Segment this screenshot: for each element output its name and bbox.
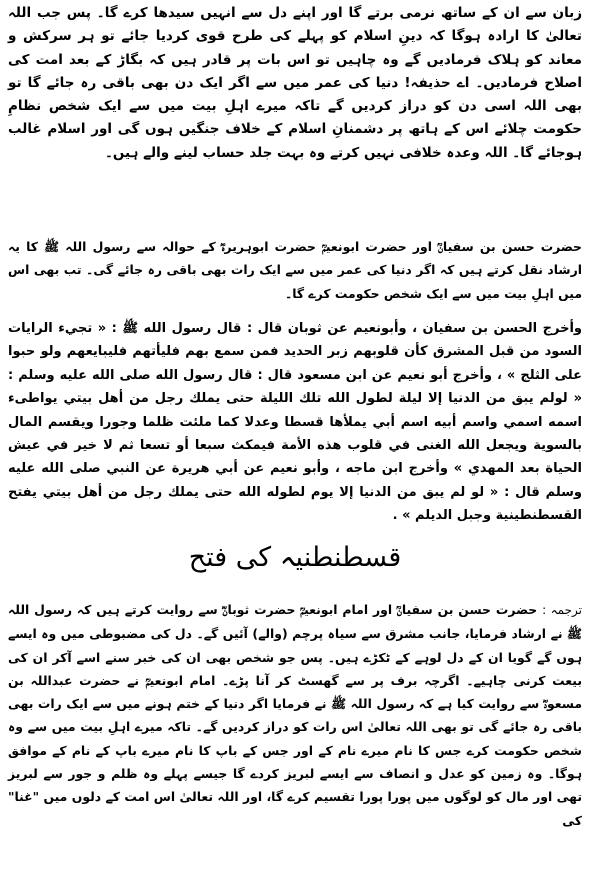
urdu-translation-paragraph bbox=[8, 598, 582, 832]
urdu-paragraph-hasan-bin-sufyan: حضرت حسن بن سفیانؒ اور حضرت ابونعیمؒ حضرت ابوہریرہؓ کے حوالہ سے رسول اللہ ﷺ کا یہ ارشاد نقل کرتے ہیں کہ اگر دنیا کی عمر میں سے ایک رات بھی باقی رہ جائے گی۔ تب بھی اس میں اہلِ بیت میں سے ایک شخص حکومت کرے گا۔ bbox=[8, 239, 582, 301]
section-heading: قسطنطنیہ کی فتح bbox=[188, 542, 402, 573]
translation-text: حضرت حسن بن سفیانؒ اور امام ابونعیمؒ حضرت ثوبانؓ سے روایت کرتے ہیں کہ رسول اللہ ﷺ نے ارشاد فرمایا، جانب مشرق سے سیاہ پرچم (والے) آئیں گے۔ دل کی مضبوطی میں وہ ایسے ہوں گے گویا ان کے دل لوہے کے ٹکڑے ہیں۔ پس جو شخص بھی ان کی خبر سنے اسے آکر ان کی بیعت کرنی چاہیے۔ اگرچہ برف پر سے گھسٹ کر آنا پڑے۔ امام ابونعیمؒ نے حضرت عبداللہ بن مسعودؓ سے روایت کیا ہے کہ رسول اللہ ﷺ نے فرمایا اگر دنیا کے ختم ہونے میں سے ایک رات بھی باقی رہ جائے گی تو بھی اللہ تعالیٰ اس رات کو دراز کردیں گے۔ تاکہ میرے اہلِ بیت میں سے وہ شخص حکومت کرے جس کا نام میرے نام کے اور جس کے باپ کا نام میرے باپ کے نام کے موافق ہوگا۔ وہ زمین کو عدل و انصاف سے ایسے لبریز کردے گا جیسے پہلے وہ ظلم و جور سے لبریز تھی اور مال کو لوگوں میں پورا پورا تقسیم کرے گا، اور اللہ تعالیٰ اس امت کے دلوں میں "غنا" کی bbox=[8, 602, 582, 828]
translation-label: ترجمہ : bbox=[542, 603, 582, 617]
arabic-hadith-text: وأخرج الحسن بن سفيان ، وأبونعيم عن ثوبان قال : قال رسول الله ﷺ : « تجيء الرايات السود من قبل المشرق كأن قلوبهم زبر الحديد فمن سمع بهم فليأتهم فليبايعهم ولو حبوا على الثلج » ، وأخرج أبو نعيم عن ابن مسعود قال : قال رسول الله صلى الله عليه وسلم : « لولم يبق من الدنيا إلا ليلة لطول الله تلك الليلة حتى يملك رجل من أهل بيتي يواطىء اسمه اسمي واسم أبيه اسم أبي يملأها قسطا وعدلا كما ملئت ظلما وجورا ويقسم المال بالسوية ويجعل الله الغنى في قلوب هذه الأمة فيمكث سبعا أو تسعا ثم لا خير في عيش الحياة بعد المهدي » وأخرج ابن ماجه ، وأبو نعيم عن أبي هريرة عن النبي صلى الله عليه وسلم قال : « لو لم يبق من الدنيا إلا يوم لطوله الله حتى يملك رجل من أهل بيتي يفتح القسطنطينية وجبل الديلم » . bbox=[8, 321, 582, 524]
urdu-paragraph-continuation: زبان سے ان کے ساتھ نرمی برتے گا اور اپنے دل سے انہیں سیدھا کرے گا۔ پس جب اللہ تعالیٰ کا ارادہ ہوگا کہ دینِ اسلام کو پہلے کی طرح قوی کردیا جائے تو ہر سرکش و معاند کو ہلاک فرمادیں گے وہ چاہیں تو اس بات پر قادر ہیں کہ بگاڑ کے بعد امت کی اصلاح فرمادیں۔ اے حذیفہ! دنیا کی عمر میں سے اگر ایک دن بھی باقی رہ جائے گا تو بھی اللہ اسی دن کو دراز کردیں گے تاکہ میرے اہلِ بیت میں سے ایک شخص نظامِ حکومت چلائے اس کے ہاتھ پر دشمنانِ اسلام کے خلاف جنگیں ہوں گی اور اسلام غالب ہوجائے گا۔ اللہ وعدہ خلافی نہیں کرتے وہ بہت جلد حساب لینے والے ہیں۔ bbox=[8, 5, 582, 161]
book-page bbox=[8, 0, 582, 888]
